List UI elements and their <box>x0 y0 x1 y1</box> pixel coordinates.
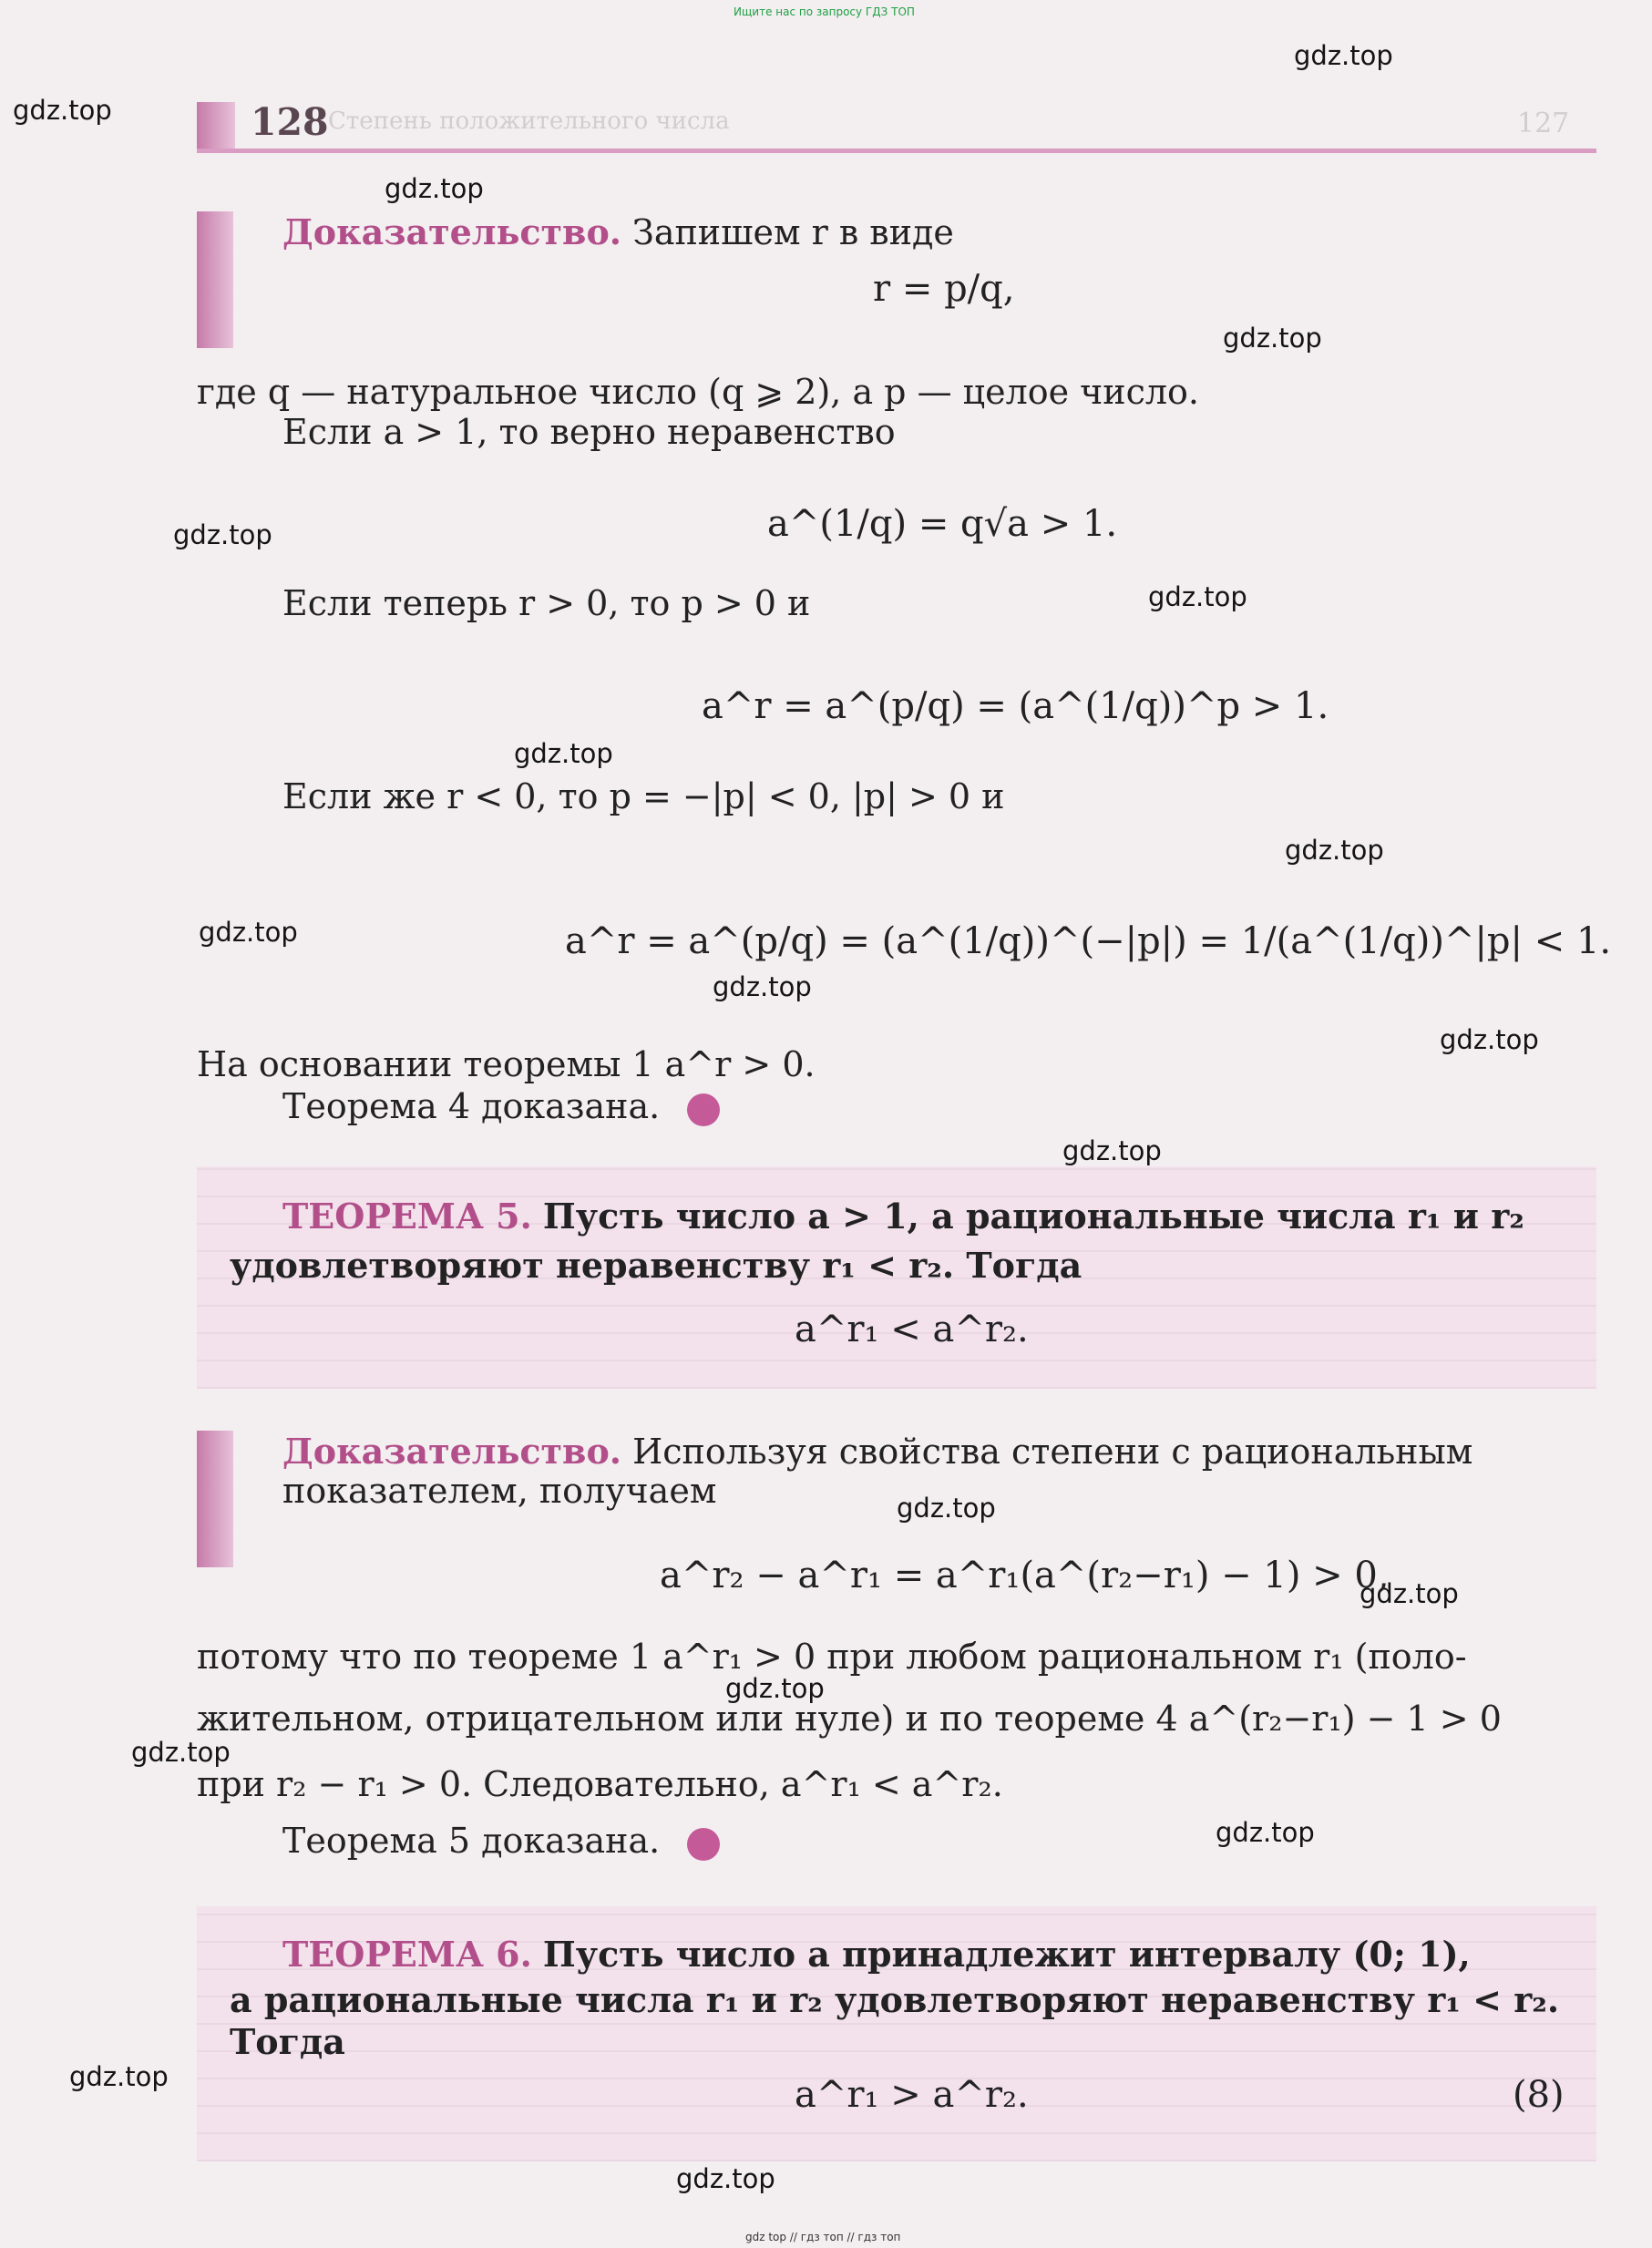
end-of-proof-bullet <box>687 1828 720 1861</box>
formula-r: r = p/q, <box>873 268 1015 310</box>
end-of-proof-bullet <box>687 1093 720 1126</box>
theorem-5-label: ТЕОРЕМА 5. <box>282 1196 532 1237</box>
watermark: gdz.top <box>13 95 112 126</box>
top-note: Ищите нас по запросу ГДЗ ТОП <box>734 5 915 18</box>
watermark: gdz.top <box>1360 1578 1459 1609</box>
page-number: 128 <box>251 100 329 144</box>
formula-negative: a^r = a^(p/q) = (a^(1/q))^(−|p|) = 1/(a^(1/q))^|p| < 1. <box>565 920 1612 962</box>
theorem-6-text: Пусть число a принадлежит интервалу (0; 1), <box>542 1934 1471 1975</box>
watermark: gdz.top <box>1223 323 1322 354</box>
watermark: gdz.top <box>1440 1024 1539 1055</box>
proof-text: показателем, получаем <box>282 1471 717 1511</box>
text-line: Если же r < 0, то p = −|p| < 0, |p| > 0 и <box>282 776 1005 816</box>
proof-heading: Доказательство. <box>282 1431 622 1472</box>
watermark: gdz.top <box>199 917 298 948</box>
proof-text: Используя свойства степени с рациональным <box>632 1432 1473 1472</box>
watermark: gdz.top <box>1062 1135 1162 1166</box>
watermark: gdz.top <box>131 1737 231 1768</box>
watermark: gdz.top <box>725 1673 825 1704</box>
watermark: gdz.top <box>1148 581 1247 612</box>
proof-conclusion: Теорема 5 доказана. <box>282 1821 661 1861</box>
watermark: gdz.top <box>173 519 272 550</box>
header-rule <box>197 149 1596 153</box>
watermark: gdz.top <box>385 173 484 204</box>
theorem-5-text: Пусть число a > 1, а рациональные числа r₁ и r₂ <box>542 1196 1524 1237</box>
text-line: жительном, отрицательном или нуле) и по теореме 4 a^(r₂−r₁) − 1 > 0 <box>197 1699 1502 1739</box>
bottom-note: gdz top // гдз топ // гдз топ <box>745 2231 901 2243</box>
text-line: На основании теоремы 1 a^r > 0. <box>197 1044 816 1084</box>
formula-positive: a^r = a^(p/q) = (a^(1/q))^p > 1. <box>702 685 1329 727</box>
proof-intro: Запишем r в виде <box>632 212 954 252</box>
header-ghost-text: Степень положительного числа <box>328 108 730 135</box>
formula-root: a^(1/q) = q√a > 1. <box>767 503 1118 545</box>
proof-heading: Доказательство. <box>282 211 622 252</box>
header-ghost-number: 127 <box>1517 108 1570 139</box>
watermark: gdz.top <box>897 1493 996 1524</box>
text-line: потому что по теореме 1 a^r₁ > 0 при любом рациональном r₁ (поло- <box>197 1637 1467 1677</box>
text-line: где q — натуральное число (q ⩾ 2), а p — целое число. <box>197 372 1199 412</box>
theorem-5-formula: a^r₁ < a^r₂. <box>795 1309 1029 1350</box>
theorem-6-text: Тогда <box>230 2021 345 2062</box>
watermark: gdz.top <box>713 971 812 1002</box>
theorem-6-formula: a^r₁ > a^r₂. <box>795 2074 1029 2116</box>
equation-number: (8) <box>1513 2074 1565 2116</box>
theorem-6-label: ТЕОРЕМА 6. <box>282 1934 532 1975</box>
text-line: Если теперь r > 0, то p > 0 и <box>282 583 811 623</box>
watermark: gdz.top <box>69 2061 169 2092</box>
watermark: gdz.top <box>1285 835 1384 866</box>
watermark: gdz.top <box>1294 40 1393 71</box>
theorem-6-text: а рациональные числа r₁ и r₂ удовлетворяют неравенству r₁ < r₂. <box>230 1979 1560 2020</box>
proof-conclusion: Теорема 4 доказана. <box>282 1086 661 1126</box>
text-line: Если a > 1, то верно неравенство <box>282 412 896 452</box>
watermark: gdz.top <box>676 2163 775 2194</box>
text-line: при r₂ − r₁ > 0. Следовательно, a^r₁ < a^r₂. <box>197 1764 1003 1804</box>
proof-marker-bar <box>197 211 233 348</box>
watermark: gdz.top <box>514 738 613 769</box>
proof-marker-bar <box>197 1431 233 1567</box>
header-bar <box>197 102 235 152</box>
theorem-5-text: удовлетворяют неравенству r₁ < r₂. Тогда <box>230 1245 1083 1286</box>
watermark: gdz.top <box>1216 1817 1315 1848</box>
proof-2-formula: a^r₂ − a^r₁ = a^r₁(a^(r₂−r₁) − 1) > 0, <box>660 1555 1390 1596</box>
